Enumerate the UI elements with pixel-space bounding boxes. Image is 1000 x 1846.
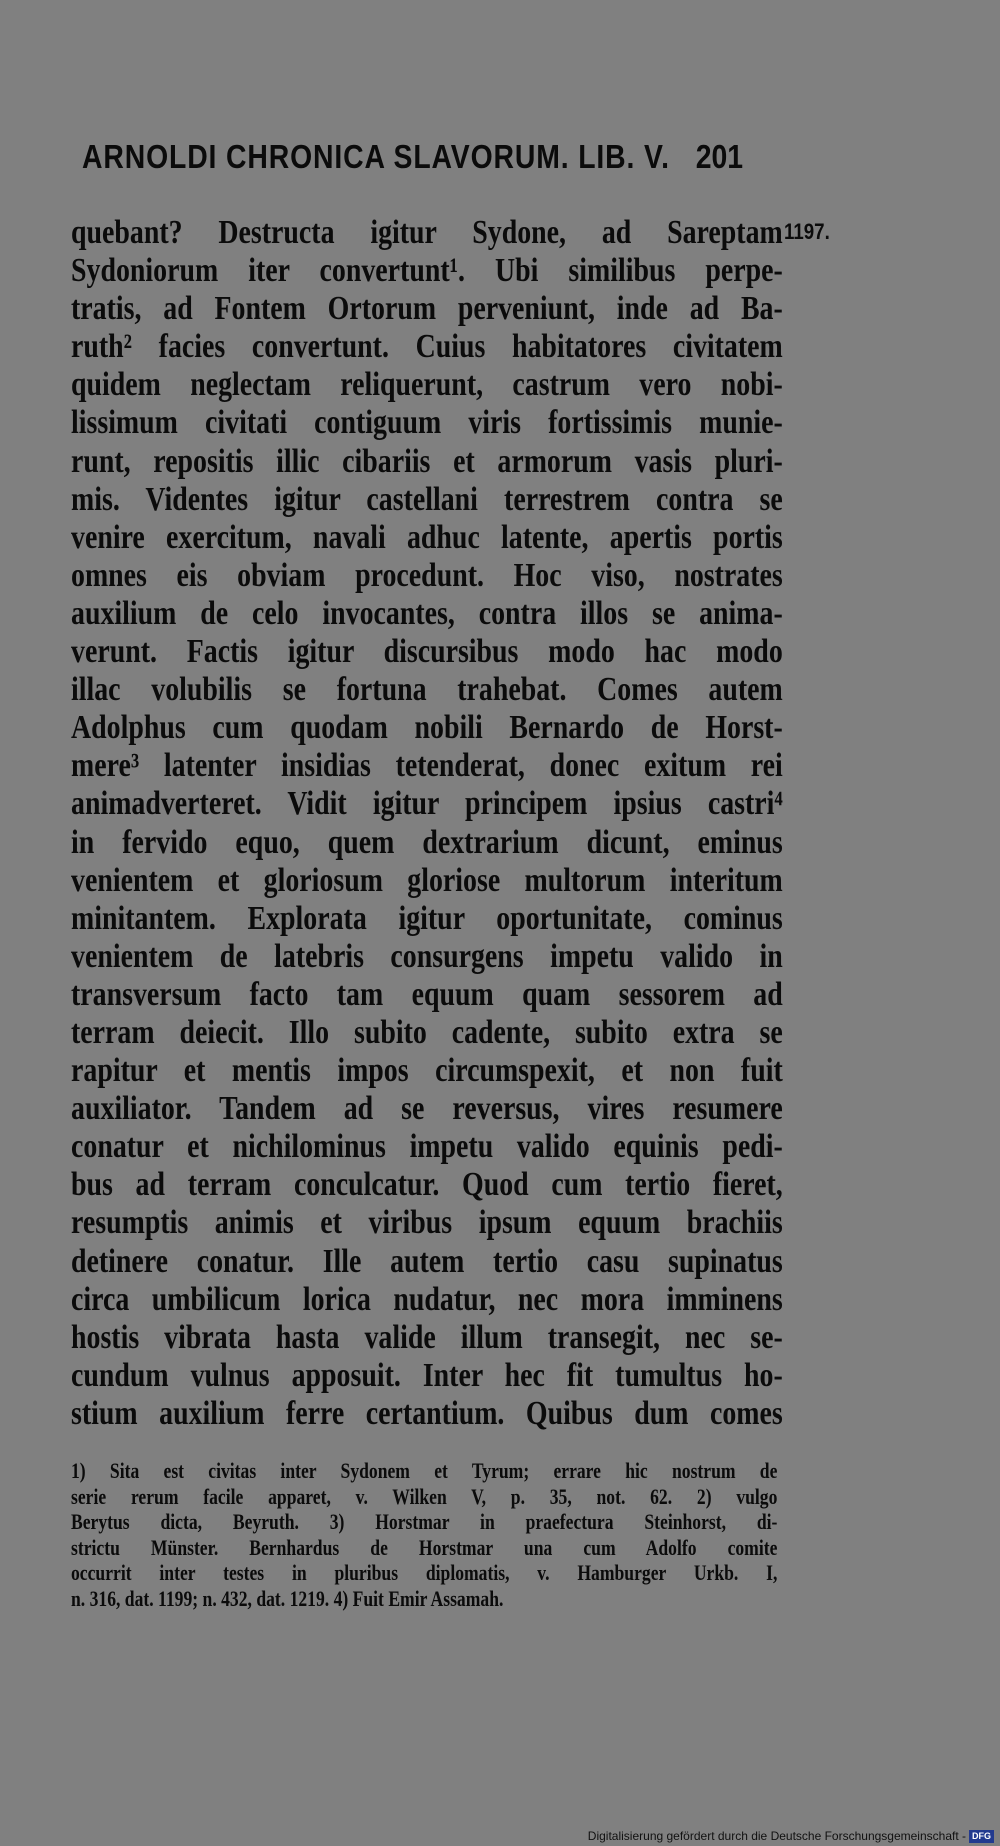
- footnote-line: strictu Münster. Bernhardus de Horstmar una cum Adolfo comite: [71, 1534, 778, 1560]
- footnote-line: serie rerum facile apparet, v. Wilken V, p. 35, not. 62. 2) vulgo: [71, 1483, 778, 1509]
- text-line: venientem de latebris consurgens impetu valido in: [71, 937, 783, 975]
- text-line: mis. Videntes igitur castellani terrestrem contra se: [71, 480, 783, 518]
- running-title: ARNOLDI CHRONICA SLAVORUM. LIB. V.: [82, 138, 670, 175]
- dfg-logo: DFG: [969, 1830, 994, 1843]
- main-text-block: [71, 214, 783, 1433]
- footnote-line: n. 316, dat. 1199; n. 432, dat. 1219. 4) Fuit Emir Assamah.: [71, 1585, 504, 1611]
- text-line: omnes eis obviam procedunt. Hoc viso, nostrates: [71, 556, 783, 594]
- footnote-line: Berytus dicta, Beyruth. 3) Horstmar in praefectura Steinhorst, di-: [71, 1509, 778, 1534]
- text-line: quidem neglectam reliquerunt, castrum vero nobi-: [71, 366, 783, 404]
- margin-year-note: 1197.: [784, 219, 830, 244]
- footnotes-block: [71, 1458, 777, 1611]
- text-line: venientem et gloriosum gloriose multorum interitum: [71, 861, 783, 899]
- text-line: resumptis animis et viribus ipsum equum brachiis: [71, 1204, 783, 1242]
- text-line: Sydoniorum iter convertunt¹. Ubi similibus perpe-: [71, 252, 783, 290]
- text-line: animadverteret. Vidit igitur principem ipsius castri⁴: [71, 785, 783, 823]
- text-line: venire exercitum, navali adhuc latente, apertis portis: [71, 518, 783, 556]
- page-header: [82, 138, 744, 176]
- text-line: auxiliator. Tandem ad se reversus, vires resumere: [71, 1090, 783, 1128]
- text-line: quebant? Destructa igitur Sydone, ad Sareptam: [71, 214, 783, 251]
- text-line: circa umbilicum lorica nudatur, nec mora imminens: [71, 1280, 783, 1318]
- text-line: ruth² facies convertunt. Cuius habitatores civitatem: [71, 328, 783, 366]
- text-line: transversum facto tam equum quam sessorem ad: [71, 975, 783, 1013]
- text-line: Adolphus cum quodam nobili Bernardo de Horst-: [71, 709, 783, 747]
- text-line: minitantem. Explorata igitur oportunitate, cominus: [71, 899, 783, 937]
- text-line: detinere conatur. Ille autem tertio casu supinatus: [71, 1242, 783, 1280]
- credit-text: Digitalisierung gefördert durch die Deutsche Forschungsgemeinschaft -: [587, 1829, 966, 1843]
- text-line: terram deiecit. Illo subito cadente, subito extra se: [71, 1013, 783, 1051]
- text-line: hostis vibrata hasta valide illum transegit, nec se-: [71, 1318, 783, 1356]
- footnote-line: occurrit inter testes in pluribus diplomatis, v. Hamburger Urkb. I,: [71, 1560, 778, 1585]
- text-line: rapitur et mentis impos circumspexit, et non fuit: [71, 1052, 783, 1090]
- text-line: verunt. Factis igitur discursibus modo hac modo: [71, 633, 783, 671]
- text-line: cundum vulnus apposuit. Inter hec fit tumultus ho-: [71, 1356, 783, 1394]
- text-line: runt, repositis illic cibariis et armorum vasis pluri-: [71, 442, 783, 480]
- text-line: in fervido equo, quem dextrarium dicunt, eminus: [71, 823, 783, 861]
- footnote-line: 1) Sita est civitas inter Sydonem et Tyrum; errare hic nostrum de: [71, 1458, 778, 1483]
- page-number: 201: [695, 138, 744, 175]
- text-line: tratis, ad Fontem Ortorum perveniunt, inde ad Ba-: [71, 290, 783, 328]
- digitization-credit: [588, 1829, 994, 1843]
- text-line: bus ad terram conculcatur. Quod cum tertio fieret,: [71, 1166, 783, 1204]
- text-line: lissimum civitati contiguum viris fortissimis munie-: [71, 404, 783, 442]
- text-line: mere³ latenter insidias tetenderat, donec exitum rei: [71, 747, 783, 785]
- text-line: stium auxilium ferre certantium. Quibus dum comes: [71, 1394, 783, 1432]
- text-line: illac volubilis se fortuna trahebat. Comes autem: [71, 671, 783, 709]
- text-line: conatur et nichilominus impetu valido equinis pedi-: [71, 1128, 783, 1166]
- text-line: auxilium de celo invocantes, contra illos se anima-: [71, 594, 783, 632]
